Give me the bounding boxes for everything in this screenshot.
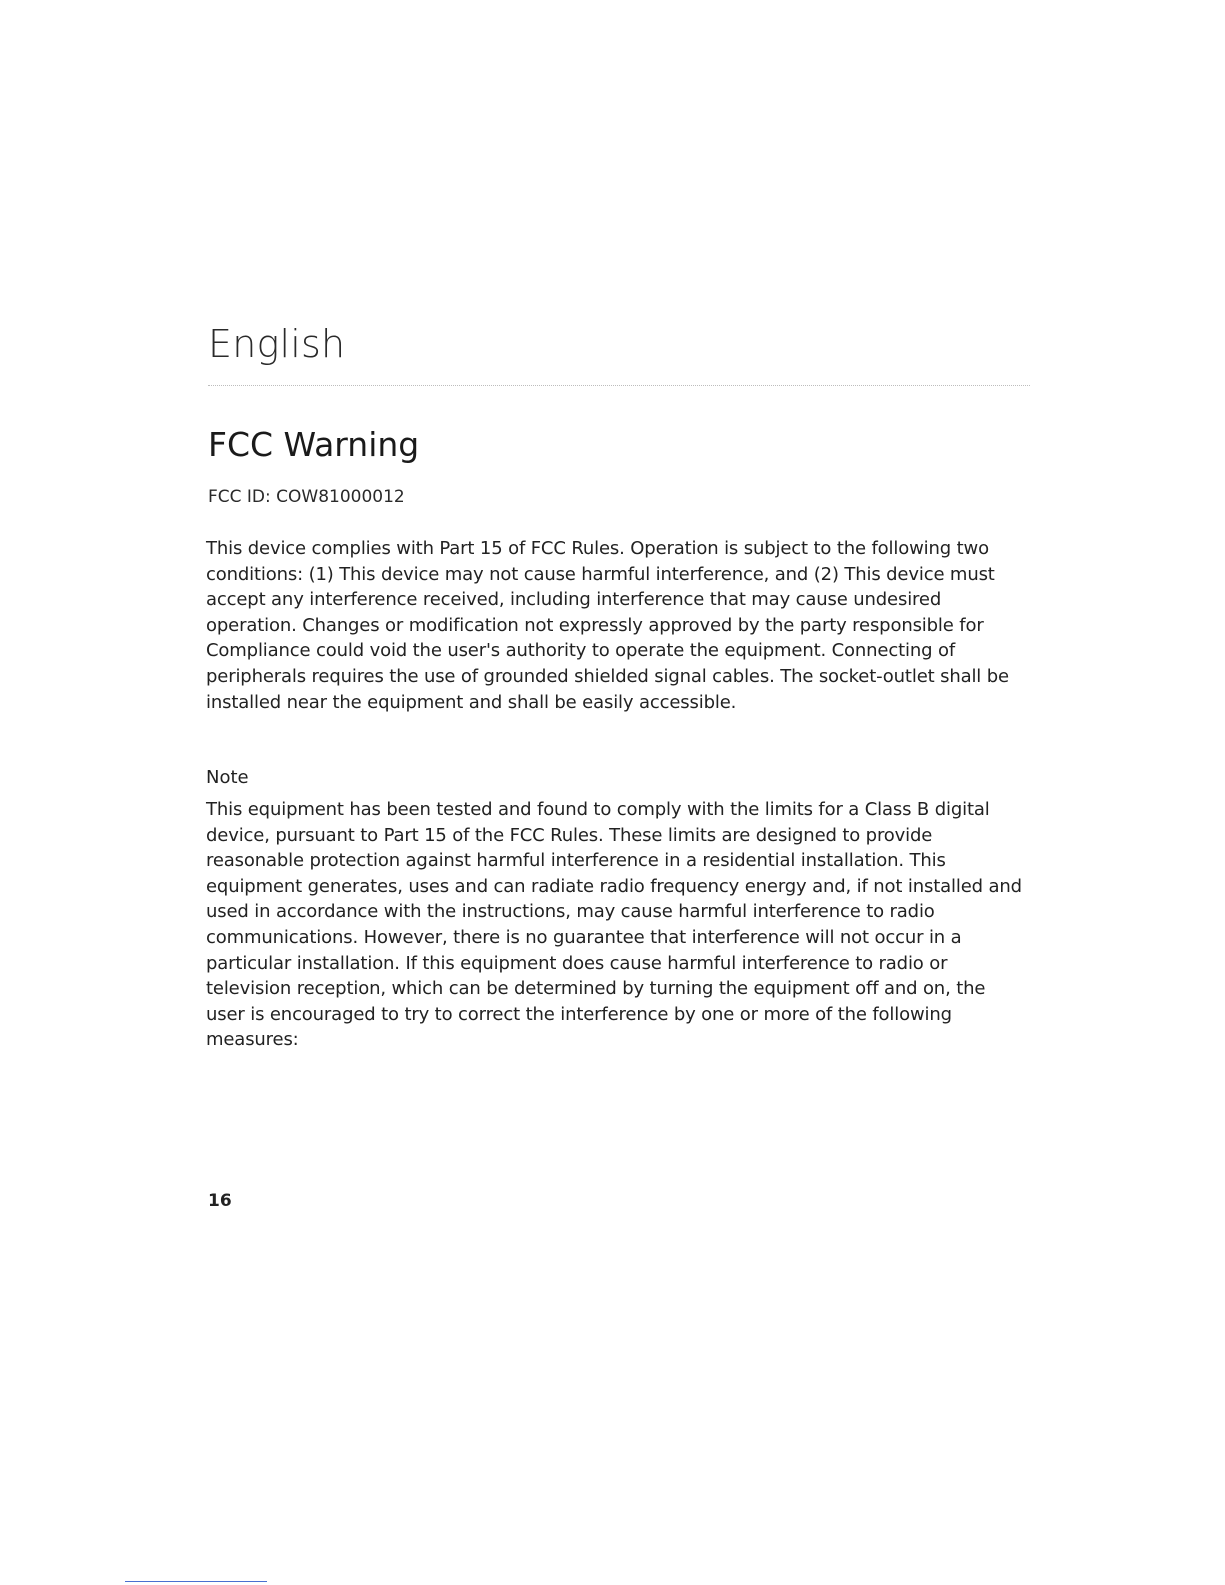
- note-paragraph: This equipment has been tested and found to comply with the limits for a Class B digital device, pursuant to Part 15 of the FCC Rules. These limits are designed to provide reasonable protection against harmful interference in a residential installation. This equipment generates, uses and can radiate radio frequency energy and, if not installed and used in accordance with the instructions, may cause harmful interference to radio communications. However, there is no guarantee that interference will not occur in a particular installation. If this equipment does cause harmful interference to radio or television reception, which can be determined by turning the equipment off and on, the user is encouraged to try to correct the interference by one or more of the following measures:: [206, 799, 1022, 1051]
- note-label: Note: [206, 767, 249, 788]
- fcc-id-text: FCC ID: COW81000012: [208, 487, 405, 507]
- bottom-edge-mark: [125, 1581, 267, 1582]
- page-number: 16: [208, 1191, 232, 1211]
- section-divider: [208, 385, 1030, 386]
- compliance-paragraph: This device complies with Part 15 of FCC Rules. Operation is subject to the following two conditions: (1) This device may not cause harmful interference, and (2) This device must accept any interference received, including interference that may cause undesired operation. Changes or modification not expressly approved by the party responsible for Compliance could void the user's authority to operate the equipment. Connecting of peripherals requires the use of grounded shielded signal cables. The socket-outlet shall be installed near the equipment and shall be easily accessible.: [206, 538, 1009, 713]
- section-title: English: [208, 322, 346, 366]
- page-heading: FCC Warning: [208, 425, 420, 464]
